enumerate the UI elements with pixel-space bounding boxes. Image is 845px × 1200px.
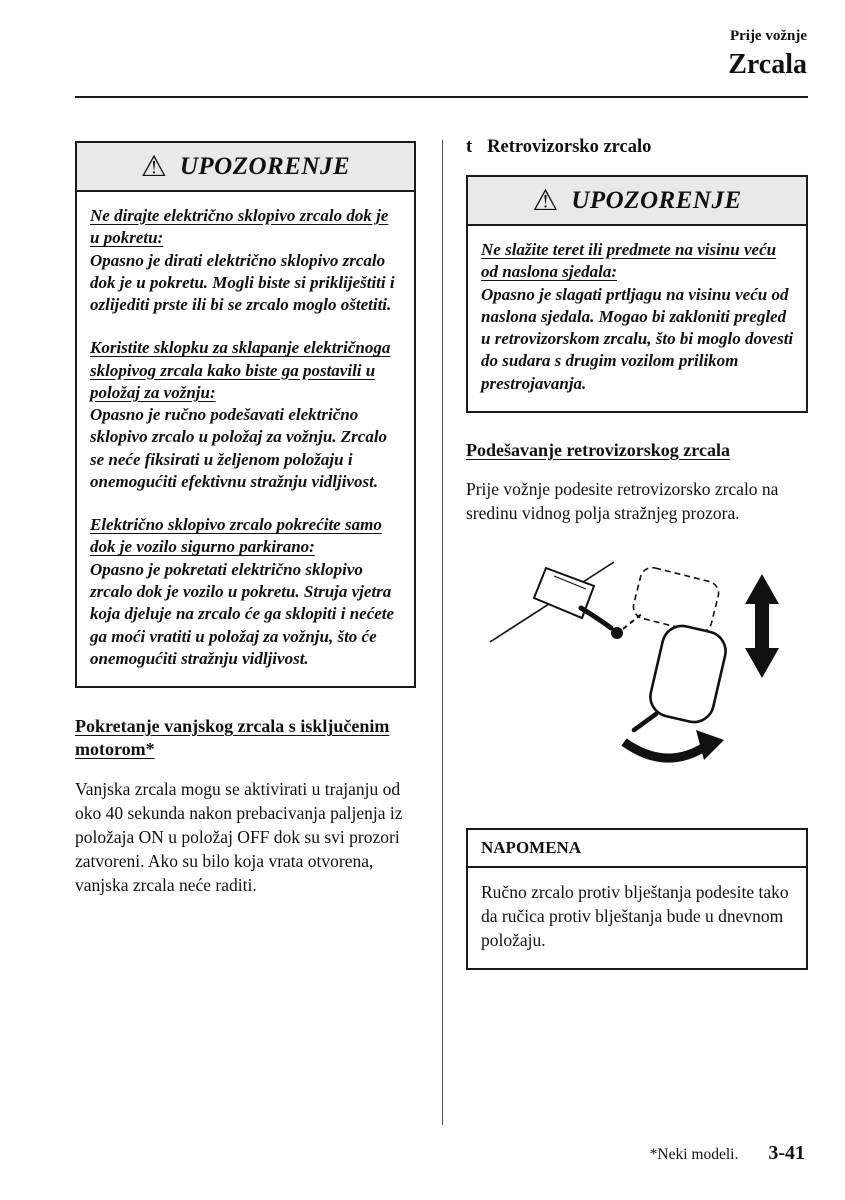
warning-section-heading: Ne slažite teret ili predmete na visinu veću od naslona sjedala: (481, 240, 777, 282)
subsection-body-adjusting-mirror: Prije vožnje podesite retrovizorsko zrcalo na sredinu vidnog polja stražnjeg prozora. (466, 479, 779, 524)
left-column (75, 141, 416, 898)
warning-body (77, 192, 414, 686)
up-down-arrow-icon (745, 574, 779, 678)
rearview-mirror-illustration (484, 552, 804, 788)
warning-section-text: Opasno je pokretati električno sklopivo zrcalo dok je vozilo u pokretu. Struja vjetra koja djeluje na zrcalo će ga sklopiti i nećete ga moći vratiti u položaj za vožnju, što će onemogućiti stražnju vidljivost. (90, 559, 395, 668)
warning-header (468, 177, 806, 226)
page-footer (650, 1142, 805, 1165)
note-box (466, 828, 808, 970)
antiglare-lever (634, 714, 656, 730)
warning-section-text: Opasno je dirati električno sklopivo zrcalo dok je u pokretu. Mogli biste si prikliještiti i ozlijediti prste ili bi se zrcalo moglo oštetiti. (90, 250, 395, 315)
tilt-arrow-arc (624, 742, 706, 758)
tilt-arrow-head-icon (696, 730, 724, 760)
mirror-outline-dashed (631, 565, 721, 635)
mirror-rear-view (646, 622, 729, 726)
warning-section-text: Opasno je ručno podešavati električno sklopivo zrcalo u položaj za vožnju. Zrcalo se neće fiksirati u željenom položaju i onemogućiti efektivnu stražnju vidljivost. (90, 405, 388, 491)
page-number: 3-41 (768, 1142, 805, 1164)
warning-section-heading: Koristite sklopku za sklapanje električnoga sklopivog zrcala kako biste ga postavili u položaj za vožnju: (90, 338, 391, 402)
chapter-label: Prije vožnje (729, 28, 807, 44)
section-heading-mirror-operation: Pokretanje vanjskog zrcala s isključenim motorom* (75, 716, 390, 760)
topic-title: Retrovizorsko zrcalo (487, 137, 652, 157)
column-divider (442, 140, 443, 1125)
page-header (728, 28, 807, 81)
mirror-pivot (611, 627, 623, 639)
warning-section-heading: Električno sklopivo zrcalo pokrećite samo dok je vozilo sigurno parkirano: (90, 515, 382, 557)
warning-triangle-icon: ⚠ (532, 183, 559, 217)
warning-triangle-icon: ⚠ (140, 149, 167, 183)
mirror-diagram (484, 552, 804, 788)
warning-body (468, 226, 806, 411)
warning-section (481, 239, 794, 395)
warning-title: UPOZORENJE (179, 152, 351, 180)
warning-section-heading: Ne dirajte električno sklopivo zrcalo dok je u pokretu: (90, 206, 389, 248)
subsection-heading-adjusting-mirror: Podešavanje retrovizorskog zrcala (466, 439, 730, 460)
warning-title: UPOZORENJE (571, 186, 742, 214)
mirror-stalk (581, 608, 611, 628)
note-body: Ručno zrcalo protiv blještanja podesite tako da ručica protiv blještanja bude u dnevnom položaju. (481, 881, 789, 950)
header-rule (75, 96, 808, 98)
topic-heading-rearview-mirror (466, 137, 808, 158)
warning-section (90, 205, 402, 316)
warning-section (90, 337, 402, 493)
warning-header (77, 143, 414, 192)
warning-box-folding-mirror (75, 141, 416, 688)
note-title: NAPOMENA (468, 830, 806, 868)
page-title: Zrcala (728, 49, 807, 80)
right-column (466, 137, 808, 970)
warning-section (90, 514, 402, 670)
warning-section-text: Opasno je slagati prtljagu na visinu veću od naslona sjedala. Mogao bi zakloniti pregled u retrovizorskom zrcalu, što bi moglo dovesti do sudara s drugim vozilom prilikom prestrojavanja. (481, 284, 794, 393)
topic-marker: t (466, 137, 473, 157)
pivot-arm-dashed (623, 612, 644, 629)
warning-box-rearview (466, 175, 808, 413)
models-footnote: *Neki modeli. (649, 1146, 739, 1163)
section-body-mirror-operation: Vanjska zrcala mogu se aktivirati u trajanju od oko 40 sekunda nakon prebacivanja paljenja iz položaja ON u položaj OFF dok su svi prozori zatvoreni. Ako su bilo koja vrata otvorena, vanjska zrcala neće raditi. (75, 778, 403, 896)
